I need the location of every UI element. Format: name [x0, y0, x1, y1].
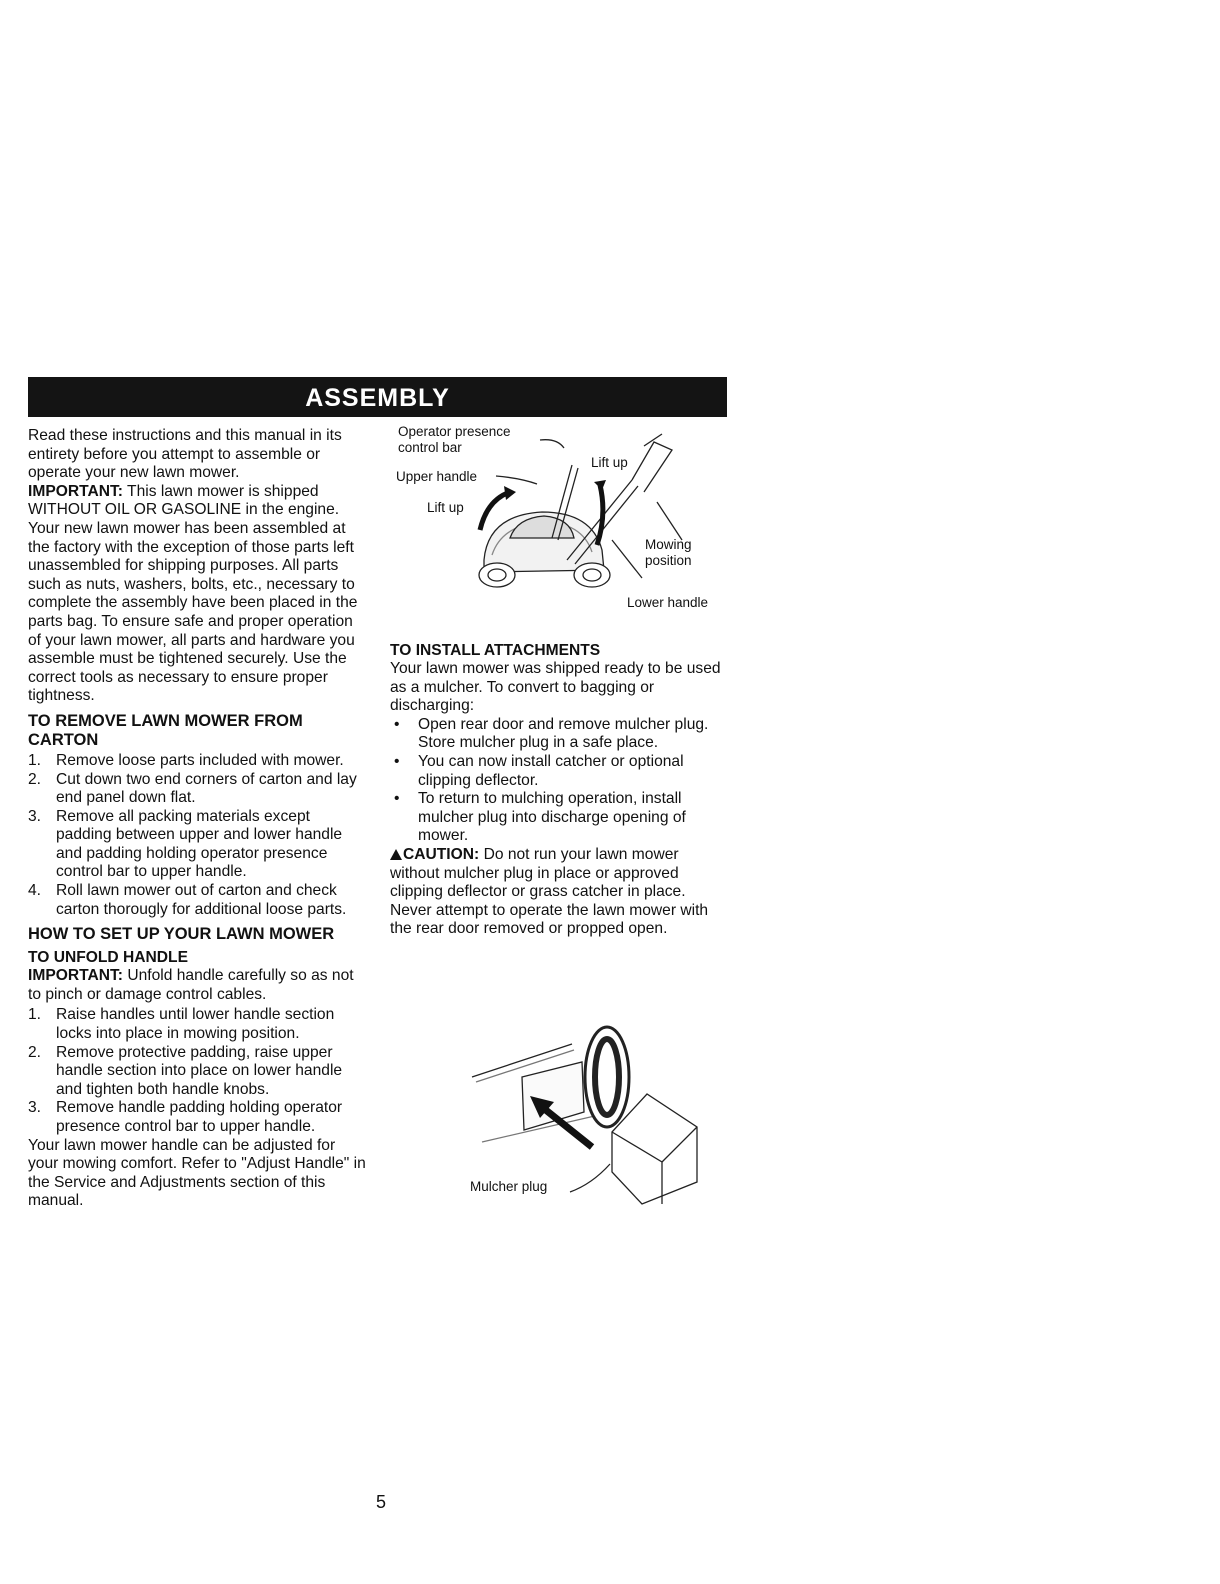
label-operator-presence: Operator presence: [398, 424, 511, 439]
mulcher-figure: [462, 1022, 712, 1222]
left-column: [28, 427, 368, 1211]
list-item: • You can now install catcher or optional clipping deflector.: [394, 752, 684, 789]
remove-steps-list: [28, 752, 368, 919]
list-item: 1. Remove loose parts included with mower.: [28, 751, 344, 769]
list-item: • Open rear door and remove mulcher plug. Store mulcher plug in a safe place.: [394, 715, 709, 752]
install-heading: TO INSTALL ATTACHMENTS: [390, 642, 601, 659]
important-text-2: Unfold handle carefully so as not to pinch or damage control cables.: [28, 967, 354, 1003]
page-number: 5: [376, 1492, 387, 1512]
list-item: 2. Cut down two end corners of carton and lay end panel down flat.: [28, 770, 357, 807]
setup-heading: HOW TO SET UP YOUR LAWN MOWER: [28, 925, 335, 944]
intro-paragraph: Read these instructions and this manual in its entirety before you attempt to assemble or operate your new lawn mower.: [28, 427, 342, 482]
label-mulcher-plug: Mulcher plug: [470, 1179, 548, 1194]
list-item: • To return to mulching operation, install mulcher plug into discharge opening of mower.: [394, 790, 686, 845]
handle-figure: [392, 420, 732, 620]
install-bullets: [390, 716, 730, 846]
list-item: 3. Remove handle padding holding operator presence control bar to upper handle.: [28, 1099, 343, 1135]
label-lift-up-left: Lift up: [427, 500, 464, 515]
label-mowing: Mowing: [645, 537, 692, 552]
install-intro: Your lawn mower was shipped ready to be used as a mulcher. To convert to bagging or discharging:: [390, 660, 721, 715]
label-lower-handle: Lower handle: [627, 595, 709, 610]
adjust-paragraph: Your lawn mower handle can be adjusted for your mowing comfort. Refer to "Adjust Handle" in the Service and Adjustments section of this manual.: [28, 1136, 366, 1210]
label-lift-up-right: Lift up: [591, 455, 628, 470]
list-item: 4. Roll lawn mower out of carton and check carton thorougly for additional loose parts.: [28, 882, 347, 918]
important-label-2: IMPORTANT:: [28, 967, 123, 985]
right-column: [390, 641, 730, 939]
caution-text: Do not run your lawn mower without mulcher plug in place or approved clipping deflector or grass catcher in place. Never attempt to operate the lawn mower with the rear door removed or propped open.: [390, 845, 709, 938]
list-item: 3. Remove all packing materials except padding between upper and lower handle and padding holding operator presence control bar to upper handle.: [28, 807, 343, 881]
remove-heading: TO REMOVE LAWN MOWER FROM CARTON: [28, 711, 303, 749]
label-position: position: [645, 553, 692, 568]
important-note: [28, 483, 368, 520]
caution-note: [390, 846, 730, 939]
assembled-paragraph: Your new lawn mower has been assembled at the factory with the exception of those parts left unassembled for shipping purposes. All parts such as nuts, washers, bolts, etc., necessary to complete the assembly have been placed in the parts bag. To ensure safe and proper operation of your lawn mower, all parts and hardware you assemble must be tightened securely. Use the correct tools as necessary to ensure proper tightness.: [28, 519, 358, 705]
list-item: 1. Raise handles until lower handle section locks into place in mowing position.: [28, 1006, 335, 1043]
label-upper-handle: Upper handle: [396, 469, 478, 484]
list-item: 2. Remove protective padding, raise upper handle section into place on lower handle and tighten both handle knobs.: [28, 1043, 343, 1098]
caution-label: CAUTION:: [403, 845, 480, 863]
caution-icon: [390, 849, 402, 860]
section-banner: ASSEMBLY: [28, 377, 727, 417]
important-note-2: [28, 967, 368, 1004]
important-label: IMPORTANT:: [28, 482, 123, 500]
label-control-bar: control bar: [398, 440, 462, 455]
unfold-steps-list: [28, 1006, 368, 1136]
important-text: This lawn mower is shipped WITHOUT OIL OR GASOLINE in the engine.: [28, 482, 340, 519]
unfold-heading: TO UNFOLD HANDLE: [28, 949, 188, 967]
